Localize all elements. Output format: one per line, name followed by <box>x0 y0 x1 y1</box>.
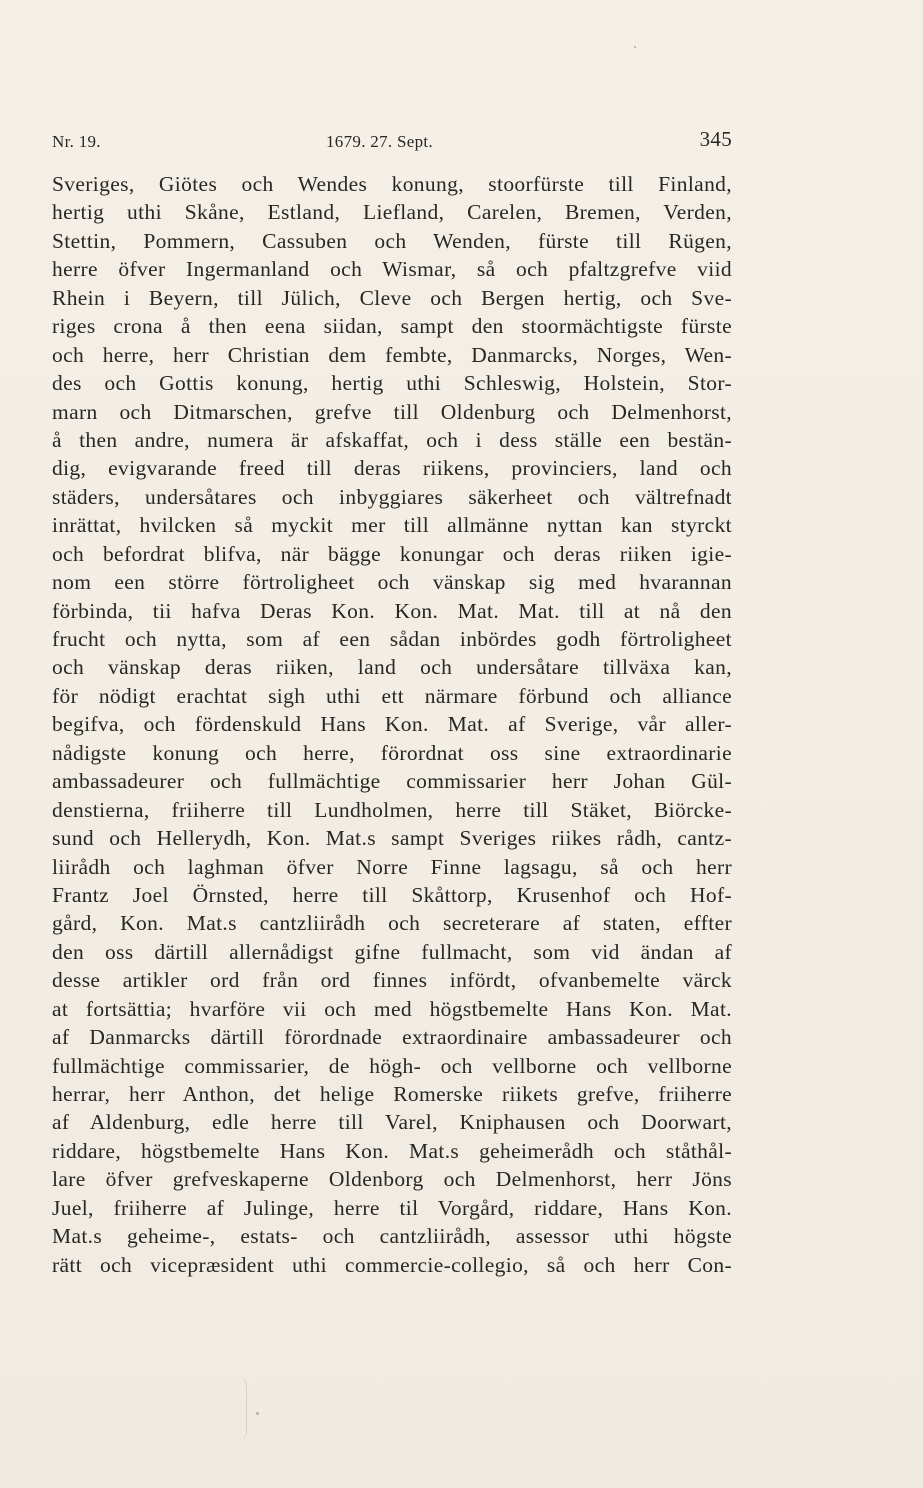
text-line: Stettin, Pommern, Cassuben och Wenden, fürste till Rügen, <box>52 228 732 253</box>
scan-speck <box>256 1412 259 1415</box>
text-line: riges crona å then eena siidan, sampt den stoormächtigste fürste <box>52 314 732 339</box>
text-line: och vänskap deras riiken, land och undersåtare tillväxa kan, <box>52 655 732 680</box>
text-line: inrättat, hvilcken så myckit mer till allmänne nyttan kan styrckt <box>52 513 732 538</box>
text-line: marn och Ditmarschen, grefve till Oldenburg och Delmenhorst, <box>52 399 732 424</box>
text-line: af Aldenburg, edle herre till Varel, Kniphausen och Doorwart, <box>52 1110 732 1135</box>
text-line: Mat.s geheime-, estats- och cantzliirådh, assessor uthi högste <box>52 1224 732 1249</box>
text-line: begifva, och fördenskuld Hans Kon. Mat. af Sverige, vår aller- <box>52 712 732 737</box>
document-date: 1679. 27. Sept. <box>326 132 433 151</box>
text-line: ambassadeurer och fullmächtige commissarier herr Johan Gül- <box>52 769 732 794</box>
text-line: nådigste konung och herre, förordnat oss sine extraordinarie <box>52 740 732 765</box>
text-line: hertig uthi Skåne, Estland, Liefland, Carelen, Bremen, Verden, <box>52 200 732 225</box>
text-line: herrar, herr Anthon, det helige Romerske riikets grefve, friiherre <box>52 1082 732 1106</box>
text-line: gård, Kon. Mat.s cantzliirådh och secreterare af staten, effter <box>52 911 732 936</box>
text-line: frucht och nytta, som af een sådan inbördes godh förtroligheet <box>52 627 732 651</box>
text-line: Juel, friiherre af Julinge, herre til Vorgård, riddare, Hans Kon. <box>52 1195 732 1220</box>
text-line: och befordrat blifva, när bägge konungar och deras riiken igie- <box>52 541 732 566</box>
page-number: 345 <box>699 127 732 151</box>
text-line: å then andre, numera är afskaffat, och i dess ställe een bestän- <box>52 427 732 452</box>
text-line: den oss därtill allernådigst gifne fullmacht, som vid ändan af <box>52 939 732 964</box>
text-line: rätt och vicepræsident uthi commercie-collegio, så och herr Con- <box>52 1252 732 1277</box>
text-line: desse artikler ord från ord finnes infördt, ofvanbemelte värck <box>52 968 732 993</box>
scan-speck <box>634 46 636 48</box>
text-line: herre öfver Ingermanland och Wismar, så och pfaltzgrefve viid <box>52 257 732 282</box>
text-line: nom een större förtroligheet och vänskap sig med hvarannan <box>52 570 732 595</box>
text-line: af Danmarcks därtill förordnade extraordinaire ambassadeurer och <box>52 1025 732 1050</box>
document-number: Nr. 19. <box>52 132 101 151</box>
scan-artifact <box>236 1378 247 1440</box>
text-line: städers, undersåtares och inbyggiares säkerheet och vältrefnadt <box>52 484 732 509</box>
text-line: sund och Hellerydh, Kon. Mat.s sampt Sveriges riikes rådh, cantz- <box>52 826 732 851</box>
text-line: riddare, högstbemelte Hans Kon. Mat.s geheimerådh och ståthål- <box>52 1138 732 1163</box>
text-line: fullmächtige commissarier, de högh- och vellborne och vellborne <box>52 1053 732 1078</box>
text-line: denstierna, friiherre till Lundholmen, herre till Stäket, Biörcke- <box>52 797 732 822</box>
running-header <box>52 127 732 157</box>
text-line: des och Gottis konung, hertig uthi Schleswig, Holstein, Stor- <box>52 371 732 396</box>
text-line: för nödigt erachtat sigh uthi ett närmare förbund och alliance <box>52 683 732 708</box>
text-line: dig, evigvarande freed till deras riikens, provinciers, land och <box>52 456 732 481</box>
text-line: Sveriges, Giötes och Wendes konung, stoorfürste till Finland, <box>52 172 732 196</box>
text-line: förbinda, tii hafva Deras Kon. Kon. Mat. Mat. till at nå den <box>52 598 732 623</box>
body-text <box>52 170 732 1279</box>
text-line: at fortsättia; hvarföre vii och med högstbemelte Hans Kon. Mat. <box>52 996 732 1021</box>
text-line: Rhein i Beyern, till Jülich, Cleve och Bergen hertig, och Sve- <box>52 285 732 310</box>
text-line: Frantz Joel Örnsted, herre till Skåttorp, Krusenhof och Hof- <box>52 882 732 907</box>
text-line: och herre, herr Christian dem fembte, Danmarcks, Norges, Wen- <box>52 342 732 367</box>
text-line: liirådh och laghman öfver Norre Finne lagsagu, så och herr <box>52 854 732 879</box>
text-line: lare öfver grefveskaperne Oldenborg och Delmenhorst, herr Jöns <box>52 1167 732 1192</box>
